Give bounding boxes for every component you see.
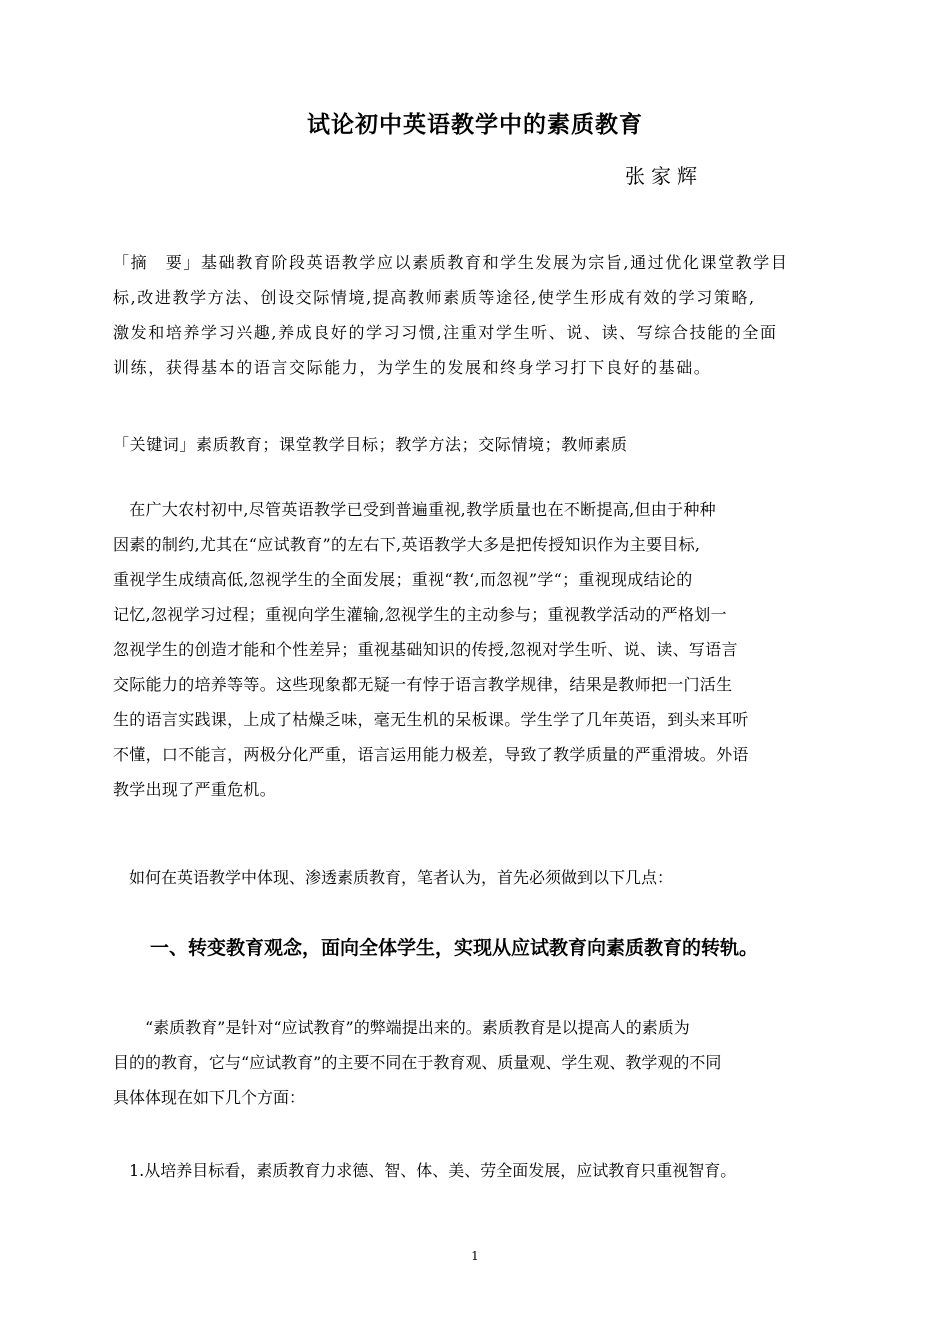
paragraph-line: “素质教育”是针对“应试教育”的弊端提出来的。素质教育是以提高人的素质为 (113, 1018, 690, 1037)
abstract-line: 激发和培养学习兴趣,养成良好的学习习惯,注重对学生听、说、读、写综合技能的全面 (113, 323, 778, 342)
paragraph-line: 在广大农村初中,尽管英语教学已受到普遍重视,教学质量也在不断提高,但由于种种 (113, 500, 716, 519)
abstract (113, 245, 838, 385)
section-heading-1: 一、转变教育观念，面向全体学生，实现从应试教育向素质教育的转轨。 (150, 937, 759, 959)
paragraph-line: 交际能力的培养等等。这些现象都无疑一有悖于语言教学规律，结果是教师把一门活生 (113, 675, 733, 694)
body-paragraph-1 (113, 492, 838, 807)
paragraph-line: 教学出现了严重危机。 (113, 780, 277, 799)
body-paragraph-4: 1.从培养目标看，素质教育力求德、智、体、美、劳全面发展，应试教育只重视智育。 (113, 1161, 737, 1180)
abstract-line: 「摘 要」基础教育阶段英语教学应以素质教育和学生发展为宗旨,通过优化课堂教学目 (113, 253, 789, 272)
paragraph-line: 具体体现在如下几个方面： (113, 1088, 306, 1107)
paragraph-line: 记忆,忽视学习过程；重视向学生灌输,忽视学生的主动参与；重视教学活动的严格划一 (113, 605, 727, 624)
abstract-line: 标,改进教学方法、创设交际情境,提高教师素质等途径,使学生形成有效的学习策略, (113, 288, 756, 307)
document-title: 试论初中英语教学中的素质教育 (307, 111, 643, 138)
page-number: 1 (471, 1249, 479, 1263)
abstract-line: 训练，获得基本的语言交际能力，为学生的发展和终身学习打下良好的基础。 (113, 358, 712, 377)
paragraph-line: 忽视学生的创造才能和个性差异；重视基础知识的传授,忽视对学生听、说、读、写语言 (113, 640, 738, 659)
body-paragraph-3 (113, 1010, 838, 1115)
keywords: 「关键词」素质教育；课堂教学目标；教学方法；交际情境；教师素质 (113, 435, 628, 454)
body-paragraph-2: 如何在英语教学中体现、渗透素质教育，笔者认为，首先必须做到以下几点： (113, 868, 674, 887)
paragraph-line: 因素的制约,尤其在“应试教育”的左右下,英语教学大多是把传授知识作为主要目标, (113, 535, 701, 554)
paragraph-line: 目的的教育，它与“应试教育”的主要不同在于教育观、质量观、学生观、教学观的不同 (113, 1053, 722, 1072)
author-name: 张家辉 (625, 164, 703, 188)
paragraph-line: 生的语言实践课，上成了枯燥乏味，毫无生机的呆板课。学生学了几年英语，到头来耳听 (113, 710, 749, 729)
paragraph-line: 不懂，口不能言，两极分化严重，语言运用能力极差，导致了教学质量的严重滑坡。外语 (113, 745, 749, 764)
paragraph-line: 重视学生成绩高低,忽视学生的全面发展；重视“教‘,而忽视”学“；重视现成结论的 (113, 570, 693, 589)
